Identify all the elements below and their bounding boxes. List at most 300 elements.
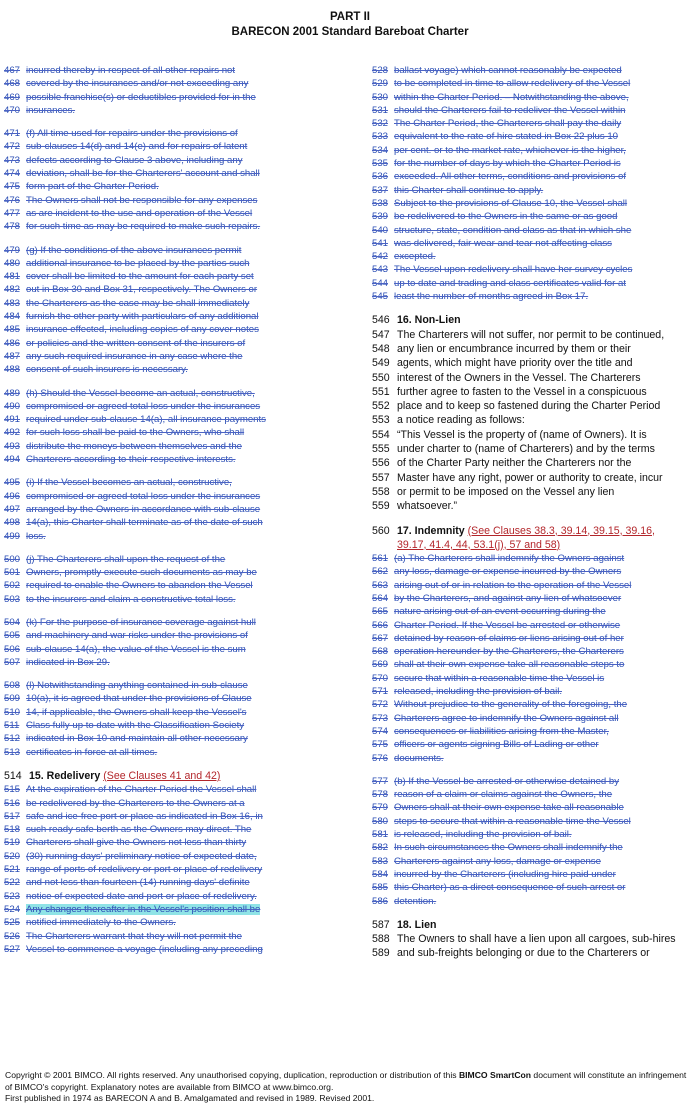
- line-content: should the Charterers fail to redeliver the Vessel within: [394, 104, 626, 116]
- line-content: possible franchise(s) or deductibles provided for in the: [26, 91, 256, 103]
- line-content: by the Charterers, and against any lien of whatsoever: [394, 592, 622, 604]
- line-text: [26, 706, 322, 719]
- line-number: 554: [372, 428, 390, 441]
- line-text: [394, 290, 690, 303]
- clause-line: [372, 313, 690, 327]
- line-text: [26, 629, 322, 642]
- line-number: 545: [372, 291, 389, 303]
- clause-line: [372, 895, 690, 908]
- line-number: 475: [4, 181, 21, 193]
- line-number: 489: [4, 387, 21, 399]
- clause-line: [4, 127, 322, 140]
- line-content: reason of a claim or claims against the Owners, the: [394, 789, 613, 801]
- clause-line: [372, 788, 690, 801]
- clause-line: [372, 658, 690, 671]
- line-number: 549: [372, 357, 390, 370]
- clause-line: [372, 64, 690, 77]
- clause-line: [372, 881, 690, 894]
- line-content: Class fully up to date with the Classification Society: [26, 720, 245, 732]
- clause-line: [4, 220, 322, 233]
- line-content: place and to keep so fastened during the Charter Period: [397, 400, 661, 413]
- line-text: [26, 283, 322, 296]
- line-text: [26, 64, 322, 77]
- clause-line: [4, 797, 322, 810]
- line-content: The Charterers will not suffer, nor permit to be continued,: [397, 328, 665, 341]
- line-number: 482: [4, 284, 21, 296]
- line-number: 531: [372, 104, 389, 116]
- line-number: 530: [372, 91, 389, 103]
- line-number: 515: [4, 784, 21, 796]
- line-text: [26, 503, 322, 516]
- line-number: 497: [4, 503, 21, 515]
- line-text: [26, 916, 322, 929]
- clause-line: [4, 400, 322, 413]
- line-text: [26, 440, 322, 453]
- line-number: 573: [372, 712, 389, 724]
- line-text: [26, 890, 322, 903]
- clause-line: [4, 593, 322, 606]
- line-content: agents, which might have priority over the title and: [397, 357, 633, 370]
- line-text: [394, 712, 690, 725]
- line-content: incurred by the Charterers (including hire paid under: [394, 868, 616, 880]
- line-text: [397, 932, 690, 946]
- clause-line: [372, 725, 690, 738]
- line-text: [26, 363, 322, 376]
- clause-line: [372, 184, 690, 197]
- line-content: additional insurance to be placed by the parties such: [26, 257, 250, 269]
- line-text: [26, 530, 322, 543]
- document-title: BARECON 2001 Standard Bareboat Charter: [231, 26, 469, 38]
- clause-line: [372, 552, 690, 565]
- line-content: steps to secure that within a reasonable time the Vessel: [394, 815, 631, 827]
- footer-text-end: document will constitute an infringement of BIMCO's copyright. Explanatory notes are available from BIMCO at www.bimco.org.: [5, 1070, 687, 1092]
- clause-line: [4, 769, 322, 783]
- line-number: 521: [4, 864, 21, 876]
- line-content: any such required insurance in any case where the: [26, 350, 243, 362]
- line-content: equivalent to the rate of hire stated in Box 22 plus 10: [394, 131, 619, 143]
- clause-line: [4, 810, 322, 823]
- line-number: 555: [372, 443, 390, 456]
- line-number: 563: [372, 579, 389, 591]
- clause-line: [4, 337, 322, 350]
- line-number: 544: [372, 277, 389, 289]
- line-content: Charterers shall give the Owners not less than thirty: [26, 837, 247, 849]
- line-content: insurances.: [26, 104, 76, 116]
- line-text: [26, 692, 322, 705]
- line-content: secure that within a reasonable time the Vessel is: [394, 672, 605, 684]
- line-number: 583: [372, 855, 389, 867]
- line-content: for such time as may be required to make such repairs.: [26, 221, 261, 233]
- line-text: [397, 485, 690, 499]
- clause-line: [372, 250, 690, 263]
- line-number: 480: [4, 257, 21, 269]
- line-text: [26, 566, 322, 579]
- line-text: [394, 752, 690, 765]
- line-content: officers or agents signing Bills of Lading or other: [394, 739, 599, 751]
- line-text: [26, 180, 322, 193]
- line-number: 529: [372, 78, 389, 90]
- line-text: [394, 157, 690, 170]
- line-content: Charter Period. If the Vessel be arrested or otherwise: [394, 619, 621, 631]
- clause-line: [4, 77, 322, 90]
- line-number: 518: [4, 824, 21, 836]
- clause-line: [4, 244, 322, 257]
- line-number: 501: [4, 567, 21, 579]
- line-content: 18. Lien: [397, 918, 437, 931]
- line-number: 570: [372, 672, 389, 684]
- right-column: [372, 64, 690, 961]
- line-number: 540: [372, 224, 389, 236]
- line-content: arising out of or in relation to the operation of the Vessel: [394, 579, 632, 591]
- line-content: whatsoever.”: [397, 500, 458, 513]
- clause-line: [372, 632, 690, 645]
- footer-publication-history: First published in 1974 as BARECON A and B. Amalgamated and revised in 1989. Revised 2001.: [5, 1093, 375, 1104]
- clause-line: [4, 566, 322, 579]
- clause-line: [4, 903, 322, 916]
- line-number: 527: [4, 943, 21, 955]
- clause-line: [4, 916, 322, 929]
- line-text: [26, 400, 322, 413]
- line-number: 569: [372, 659, 389, 671]
- clause-line: [4, 719, 322, 732]
- clause-line: [4, 91, 322, 104]
- line-number: 548: [372, 342, 390, 355]
- line-content: Vessel to commence a voyage (including any preceding: [26, 943, 263, 955]
- line-content: The Owners shall not be responsible for any expenses: [26, 194, 258, 206]
- clause-line: [4, 413, 322, 426]
- line-number: 558: [372, 485, 390, 498]
- clause-line: [4, 440, 322, 453]
- line-number: 487: [4, 350, 21, 362]
- line-number: 542: [372, 251, 389, 263]
- clause-line: [372, 775, 690, 788]
- line-number: 496: [4, 490, 21, 502]
- line-text: [26, 930, 322, 943]
- line-content: compromised or agreed total loss under the insurances: [26, 490, 261, 502]
- clause-line: [372, 592, 690, 605]
- line-number: 543: [372, 264, 389, 276]
- line-number: 473: [4, 154, 21, 166]
- line-number: 587: [372, 918, 390, 931]
- line-number: 532: [372, 118, 389, 130]
- line-text: [26, 656, 322, 669]
- line-content: and not less than fourteen (14) running days' definite: [26, 877, 250, 889]
- clause-line: [372, 170, 690, 183]
- line-number: 524: [4, 903, 21, 915]
- line-text: [394, 130, 690, 143]
- line-content: for the number of days by which the Charter Period is: [394, 158, 621, 170]
- line-content: per cent. or to the market rate, whichever is the higher,: [394, 144, 626, 156]
- line-number: 585: [372, 882, 389, 894]
- line-text: [397, 499, 690, 513]
- clause-line: [372, 918, 690, 932]
- inserted-cross-reference: 39.17, 41.4, 44, 53.1(j), 57 and 58): [397, 538, 561, 551]
- clause-line: [4, 930, 322, 943]
- line-text: [394, 184, 690, 197]
- line-content: cover shall be limited to the amount for each party set: [26, 271, 254, 283]
- line-number: 506: [4, 643, 21, 655]
- line-text: [394, 144, 690, 157]
- line-text: [397, 524, 690, 538]
- clause-line: [372, 224, 690, 237]
- line-content: be redelivered to the Owners in the same or as good: [394, 211, 618, 223]
- line-text: [397, 538, 690, 552]
- line-text: [394, 868, 690, 881]
- line-number: 580: [372, 815, 389, 827]
- line-number: 579: [372, 802, 389, 814]
- line-number: 498: [4, 517, 21, 529]
- line-content: this Charter) as a direct consequence of such arrest or: [394, 882, 626, 894]
- line-content: such ready safe berth as the Owners may direct. The: [26, 824, 252, 836]
- clause-line: [372, 499, 690, 513]
- line-number: 484: [4, 311, 21, 323]
- clause-line: [372, 855, 690, 868]
- line-content: form part of the Charter Period.: [26, 181, 159, 193]
- line-content: defects according to Clause 3 above, including any: [26, 154, 243, 166]
- clause-line: [4, 297, 322, 310]
- line-text: [26, 104, 322, 117]
- line-text: [394, 775, 690, 788]
- line-number: 469: [4, 91, 21, 103]
- line-number: 499: [4, 530, 21, 542]
- clause-line: [372, 117, 690, 130]
- line-content: Subject to the provisions of Clause 10, the Vessel shall: [394, 197, 628, 209]
- clause-line: [4, 453, 322, 466]
- line-number: 478: [4, 221, 21, 233]
- clause-line: [372, 399, 690, 413]
- clause-line: [4, 154, 322, 167]
- line-text: [394, 592, 690, 605]
- line-content: 10(a), it is agreed that under the provisions of Clause: [26, 693, 252, 705]
- clause-line: [372, 237, 690, 250]
- line-content: certificates in force at all times.: [26, 746, 158, 758]
- line-number: 476: [4, 194, 21, 206]
- clause-line: [372, 442, 690, 456]
- line-content: notified immediately to the Owners.: [26, 917, 176, 929]
- line-number: 584: [372, 868, 389, 880]
- line-content: (g) If the conditions of the above insurances permit: [26, 244, 242, 256]
- clause-line: [372, 605, 690, 618]
- line-number: 577: [372, 775, 389, 787]
- line-text: [26, 387, 322, 400]
- line-content: distribute the moneys between themselves and the: [26, 440, 242, 452]
- line-number: 526: [4, 930, 21, 942]
- line-content: least the number of months agreed in Box 17.: [394, 291, 589, 303]
- line-text: [26, 823, 322, 836]
- clause-line: [4, 363, 322, 376]
- clause-line: [372, 157, 690, 170]
- line-number: 502: [4, 580, 21, 592]
- line-text: [397, 428, 690, 442]
- line-content: and machinery and war risks under the provisions of: [26, 630, 248, 642]
- line-number: 503: [4, 593, 21, 605]
- line-number: 528: [372, 65, 389, 76]
- footer-text-start: Copyright © 2001 BIMCO. All rights reserved. Any unauthorised copying, duplication, reproduction or distribution of this: [5, 1070, 459, 1080]
- line-number: 479: [4, 244, 21, 256]
- clause-line: [372, 371, 690, 385]
- line-content: ballast voyage) which cannot reasonably be expected: [394, 65, 622, 76]
- line-content: “This Vessel is the property of (name of Owners). It is: [397, 428, 647, 441]
- clause-line: [372, 456, 690, 470]
- clause-line: [372, 815, 690, 828]
- line-text: [394, 250, 690, 263]
- line-number: 572: [372, 699, 389, 711]
- line-text: [26, 850, 322, 863]
- line-content: loss.: [26, 530, 46, 542]
- line-content: indicated in Box 10 and maintain all other necessary: [26, 733, 248, 745]
- line-text: [26, 903, 322, 916]
- line-text: [26, 579, 322, 592]
- line-content: Owners, promptly execute such documents as may be: [26, 567, 257, 579]
- clause-line: [4, 692, 322, 705]
- line-content: structure, state, condition and class as that in which she: [394, 224, 632, 236]
- line-text: [394, 77, 690, 90]
- line-number: 557: [372, 471, 390, 484]
- clause-line: [4, 579, 322, 592]
- line-number: 519: [4, 837, 21, 849]
- line-content: or permit to be imposed on the Vessel any lien: [397, 485, 615, 498]
- line-content: (b) If the Vessel be arrested or otherwise detained by: [394, 775, 620, 787]
- clause-line: [372, 328, 690, 342]
- line-text: [397, 399, 690, 413]
- clause-line: [4, 783, 322, 796]
- line-text: [26, 310, 322, 323]
- clause-line: [4, 310, 322, 323]
- line-number: 536: [372, 171, 389, 183]
- line-content: under charter to (name of Charterers) and by the terms: [397, 443, 655, 456]
- line-text: [26, 194, 322, 207]
- line-content: be redelivered by the Charterers to the Owners at a: [26, 797, 245, 809]
- line-number: 520: [4, 850, 21, 862]
- line-content: In such circumstances the Owners shall indemnify the: [394, 842, 623, 854]
- line-number: 588: [372, 933, 390, 946]
- clause-line: [4, 194, 322, 207]
- line-content: released, including the provision of bail.: [394, 686, 562, 698]
- footer-smartcon: BIMCO SmartCon: [458, 1070, 532, 1080]
- line-text: [26, 476, 322, 489]
- line-content: sub-clauses 14(d) and 14(e) and for repairs of latent: [26, 141, 248, 153]
- line-number: 516: [4, 797, 21, 809]
- clause-line: [372, 471, 690, 485]
- line-content: to be completed in time to allow redelivery of the Vessel: [394, 78, 631, 90]
- line-content: (f) All time used for repairs under the provisions of: [26, 128, 238, 140]
- line-content: The Owners to shall have a lien upon all cargoes, sub-hires: [397, 933, 676, 946]
- line-content: Master have any right, power or authority to create, incur: [397, 471, 663, 484]
- line-number: 586: [372, 895, 389, 907]
- line-text: [394, 552, 690, 565]
- line-number: 552: [372, 400, 390, 413]
- line-text: [26, 553, 322, 566]
- clause-line: [372, 738, 690, 751]
- line-number: 523: [4, 890, 21, 902]
- line-number: 553: [372, 414, 390, 427]
- line-text: [394, 237, 690, 250]
- clause-line: [4, 104, 322, 117]
- line-text: [26, 863, 322, 876]
- clause-line: [372, 342, 690, 356]
- line-text: [394, 632, 690, 645]
- line-content: within the Charter Period. – Notwithstanding the above,: [394, 91, 629, 103]
- clause-line: [372, 77, 690, 90]
- line-number: 568: [372, 646, 389, 658]
- clause-line: [4, 64, 322, 77]
- line-number: 538: [372, 197, 389, 209]
- line-number: 504: [4, 616, 21, 628]
- line-number: 546: [372, 314, 390, 327]
- line-text: [26, 783, 322, 796]
- line-content: up to date and trading and class certificates valid for at: [394, 277, 626, 289]
- clause-line: [4, 167, 322, 180]
- line-text: [26, 350, 322, 363]
- line-text: [26, 732, 322, 745]
- line-number: 510: [4, 706, 21, 718]
- line-text: [394, 788, 690, 801]
- line-text: [394, 579, 690, 592]
- clause-line: [372, 524, 690, 538]
- clause-line: [4, 180, 322, 193]
- line-text: [26, 297, 322, 310]
- line-content: detention.: [394, 895, 437, 907]
- line-text: [26, 244, 322, 257]
- line-number: 514: [4, 769, 22, 782]
- inserted-cross-reference: (See Clauses 38.3, 39.14, 39.15, 39.16,: [467, 524, 655, 537]
- clause-line: [4, 850, 322, 863]
- clause-line: [372, 565, 690, 578]
- line-content: incurred thereby in respect of all other repairs not: [26, 65, 236, 76]
- line-text: [394, 895, 690, 908]
- clause-line: [372, 144, 690, 157]
- line-content: out in Box 30 and Box 31, respectively. The Owners or: [26, 284, 258, 296]
- line-content: notice of expected date and port or place of redelivery.: [26, 890, 257, 902]
- line-number: 564: [372, 592, 389, 604]
- line-content: Charterers against any loss, damage or expense: [394, 855, 601, 867]
- line-text: [29, 769, 322, 783]
- line-content: compromised or agreed total loss under the insurances: [26, 400, 261, 412]
- line-text: [26, 516, 322, 529]
- line-number: 508: [4, 680, 21, 692]
- line-text: [26, 876, 322, 889]
- line-text: [26, 943, 322, 956]
- line-content: excepted.: [394, 251, 436, 263]
- clause-line: [372, 197, 690, 210]
- line-content: for such loss shall be paid to the Owners, who shall: [26, 427, 245, 439]
- line-content: consequences or liabilities arising from the Master,: [394, 725, 609, 737]
- clause-line: [372, 485, 690, 499]
- clause-line: [4, 350, 322, 363]
- clause-line: [372, 277, 690, 290]
- line-text: [26, 746, 322, 759]
- clause-line: [4, 823, 322, 836]
- clause-line: [4, 679, 322, 692]
- line-content: Any changes thereafter in the Vessel's position shall be: [26, 903, 261, 915]
- line-text: [26, 337, 322, 350]
- line-content: the Charterers as the case may be shall immediately: [26, 297, 250, 309]
- line-text: [394, 881, 690, 894]
- clause-line: [4, 490, 322, 503]
- line-number: 582: [372, 842, 389, 854]
- line-content: 14, if applicable, the Owners shall keep the Vessel's: [26, 706, 247, 718]
- line-text: [26, 413, 322, 426]
- line-text: [397, 918, 690, 932]
- line-text: [26, 810, 322, 823]
- line-number: 513: [4, 746, 21, 758]
- clause-line: [372, 841, 690, 854]
- line-text: [394, 738, 690, 751]
- clause-line: [372, 579, 690, 592]
- line-number: 556: [372, 457, 390, 470]
- line-content: (k) For the purpose of insurance coverage against hull: [26, 616, 256, 628]
- clause-line: [372, 619, 690, 632]
